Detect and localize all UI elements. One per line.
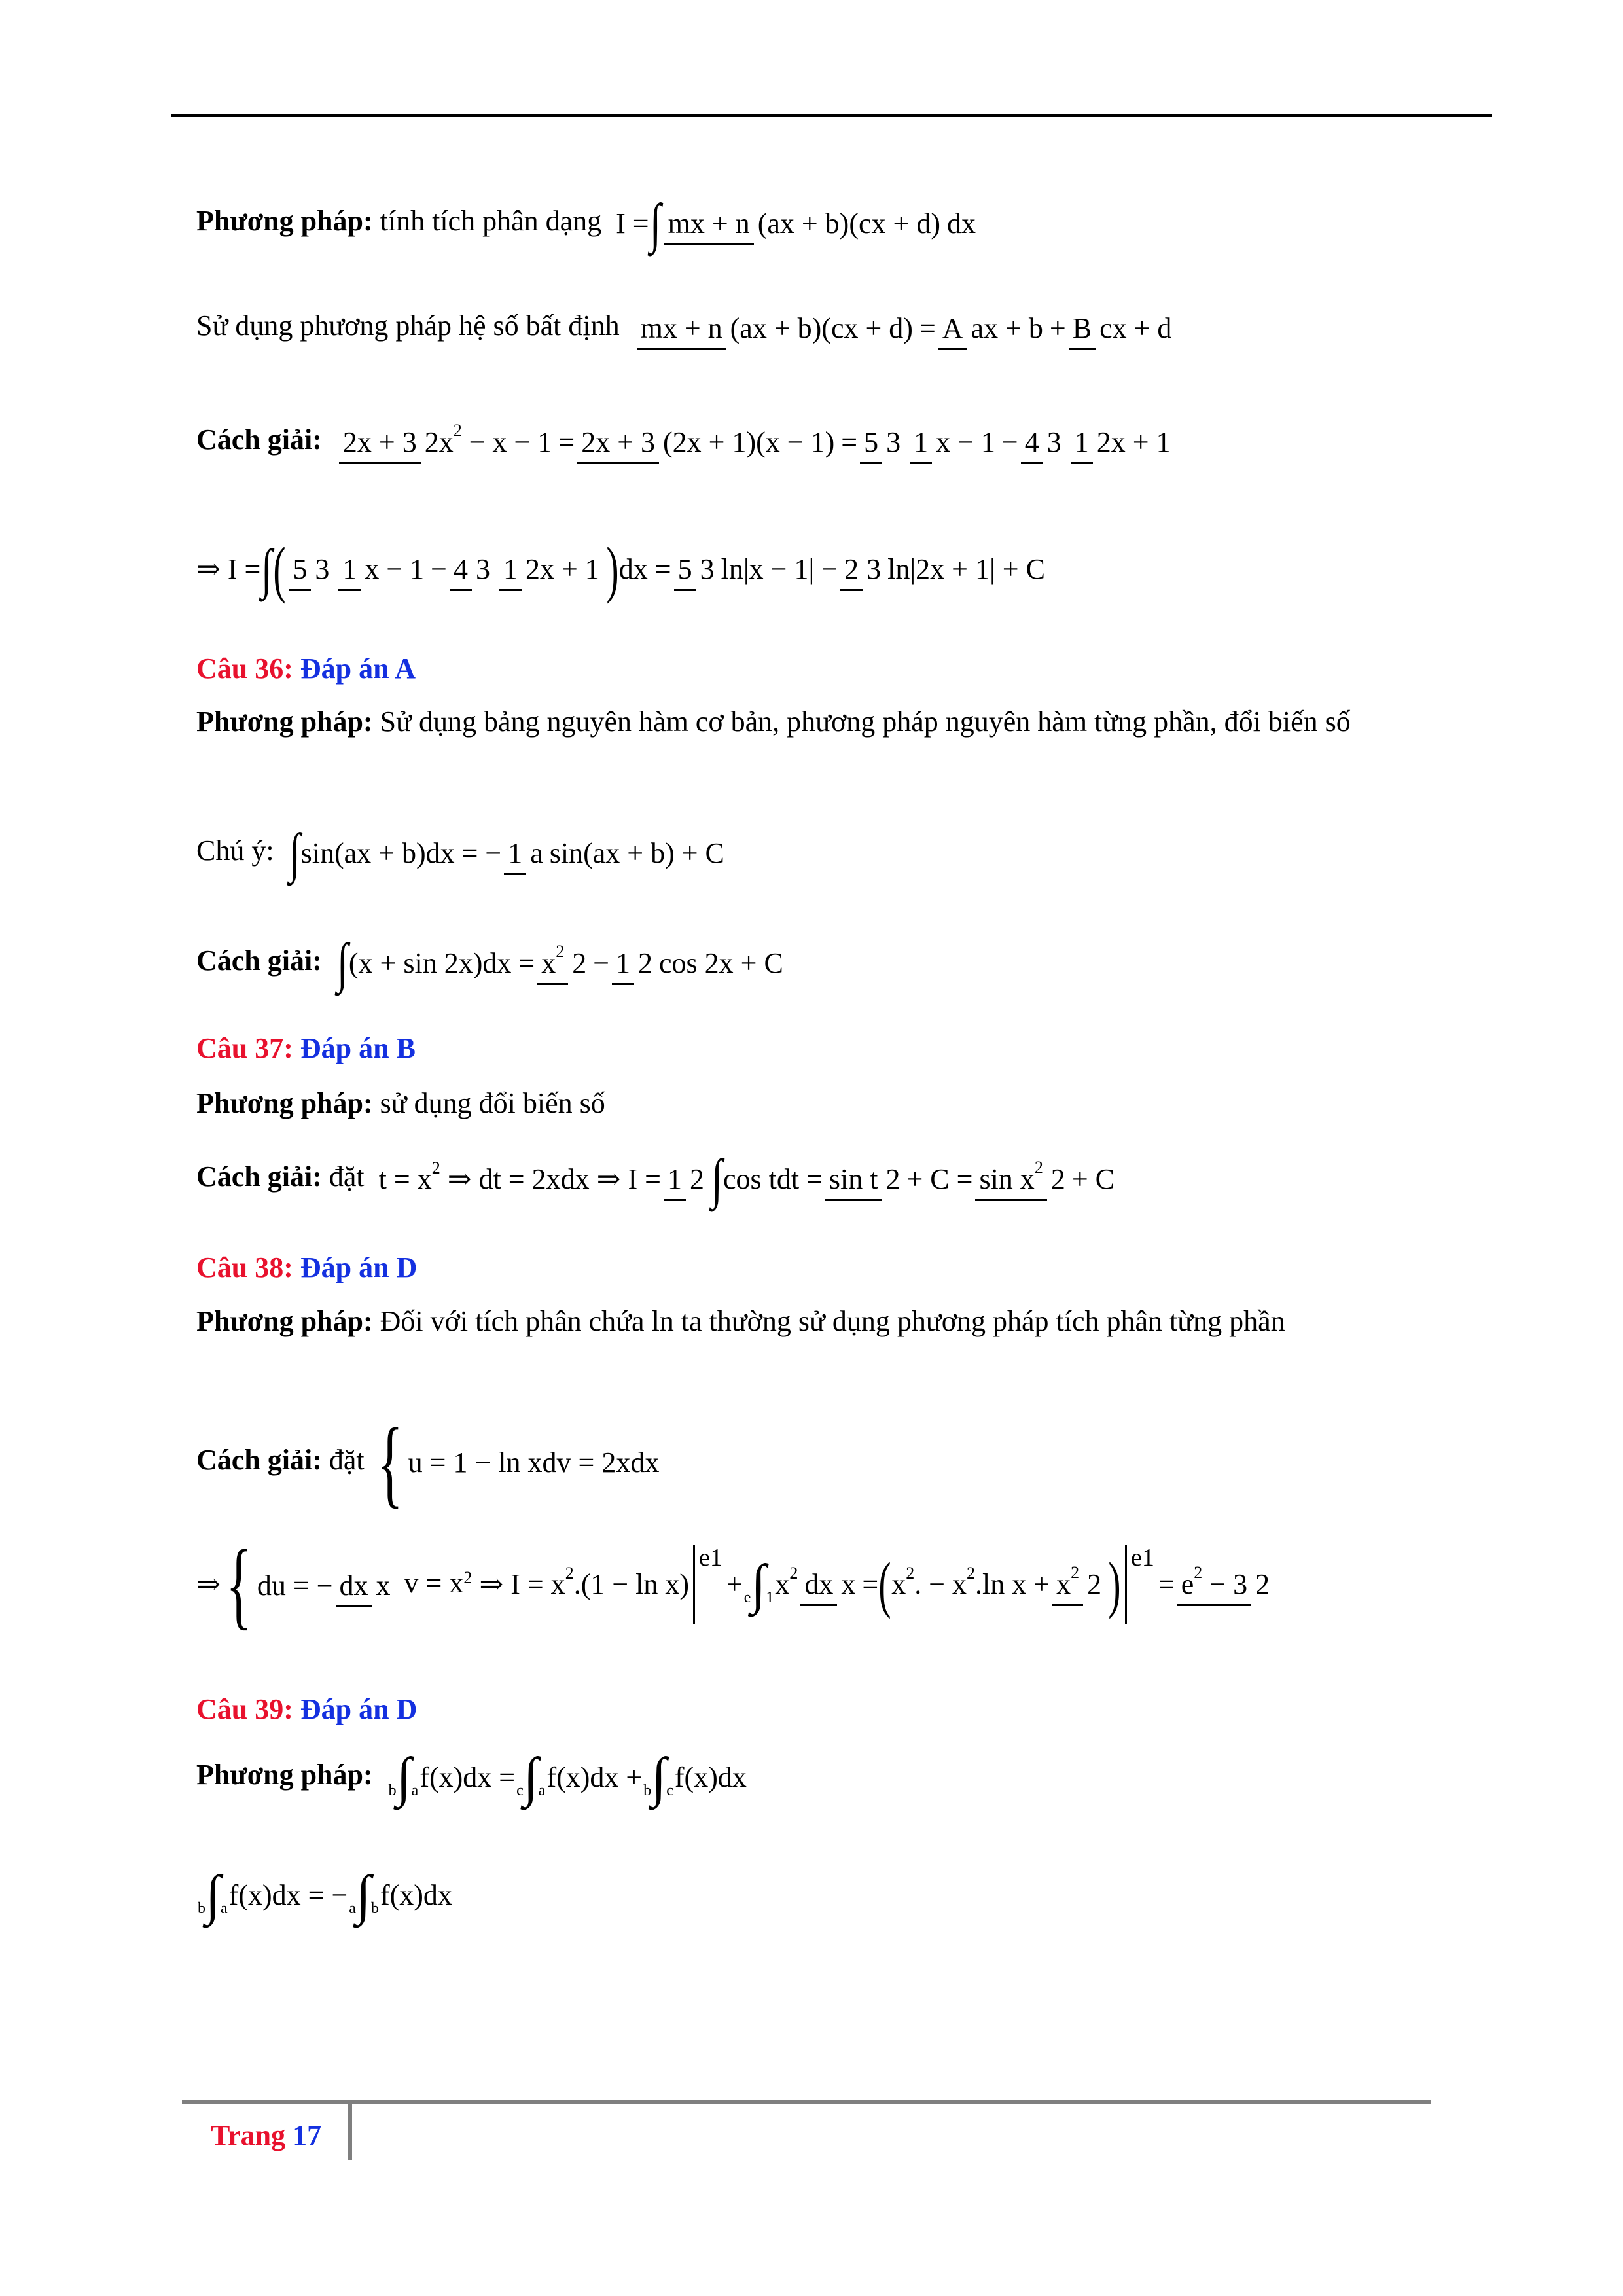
- q36-solution-formula: ∫ (x + sin 2x)dx = $x^2$ 2 − 1 2 cos 2x + C: [336, 933, 783, 994]
- q38-solution-label: Cách giải:: [196, 1444, 322, 1477]
- q36-method-paragraph: [196, 694, 1427, 750]
- q36-method-text: Sử dụng bảng nguyên hàm cơ bản, phương pháp nguyên hàm từng phần, đổi biến số: [380, 706, 1351, 738]
- q36-header: [196, 655, 416, 683]
- q35-method-label: Phương pháp:: [196, 205, 373, 238]
- q38-header-answer: Đáp án D: [300, 1251, 418, 1283]
- q38-method-text: Đối với tích phân chứa ln ta thường sử dụng phương pháp tích phân từng phần: [380, 1305, 1285, 1337]
- q35-result-line: [196, 534, 1045, 604]
- q35-solution-line: [196, 420, 1177, 458]
- q36-note-formula: ∫ sin(ax + b)dx = − 1 a sin(ax + b) + C: [289, 823, 724, 884]
- q35-decomposition: 2x + 3 $2x^2 - x - 1$ = 2x + 3 (2x + 1)(x − 1) = 5 3 1 x − 1 − 4 3 1 2x + 1: [329, 427, 1177, 458]
- q39-header-answer: Đáp án D: [300, 1693, 418, 1725]
- q39-header-prefix: Câu 39:: [196, 1693, 293, 1725]
- q38-method-paragraph: [196, 1293, 1427, 1350]
- q35-result: ⇒ I = ∫ ( 5 3 1 x − 1 − 4 3 1 2x + 1 ) dx = 5 3 ln|x − 1| − 2 3 ln|2x + 1| + C: [196, 534, 1045, 604]
- q38-method-label: Phương pháp:: [196, 1305, 373, 1337]
- page-number: 17: [293, 2119, 322, 2151]
- q37-solution-line: [196, 1149, 1115, 1210]
- q38-header: [196, 1253, 417, 1282]
- q36-solution-line: [196, 933, 783, 994]
- q35-hint-line: [196, 312, 1178, 344]
- q39-reverse-limits-line: [196, 1865, 452, 1926]
- q36-header-prefix: Câu 36:: [196, 653, 293, 685]
- q38-solution-text: đặt: [329, 1444, 365, 1477]
- page-footer: [211, 2119, 321, 2152]
- q35-hint-text: Sử dụng phương pháp hệ số bất định: [196, 310, 620, 342]
- q37-solution-text: đặt: [329, 1160, 365, 1193]
- q37-header-prefix: Câu 37:: [196, 1032, 293, 1064]
- q36-note-line: [196, 823, 724, 884]
- q39-method-line: [196, 1747, 747, 1808]
- q37-method-line: [196, 1089, 605, 1118]
- q38-substitution-system: { u = 1 − ln xdv = 2xdx: [376, 1408, 660, 1517]
- footer-divider: [348, 2101, 352, 2160]
- q35-method-line: [196, 193, 976, 254]
- q37-method-label: Phương pháp:: [196, 1087, 373, 1119]
- q36-header-answer: Đáp án A: [300, 653, 416, 685]
- q38-result: ⇒ { du = − dx x $v = x^2$ ⇒ $I = x^2.(1 - \ln x)$ e1 + e∫1 $x^2$ dx x = ( $x^2$. − $x^2.\ln$ x + $x^2$ 2 ) e1 = $e^2 - 3$ 2: [196, 1530, 1270, 1639]
- q35-partial-fraction-formula: mx + n (ax + b)(cx + d) = A ax + b + B cx + d: [627, 313, 1179, 344]
- q36-solution-label: Cách giải:: [196, 944, 322, 977]
- q39-method-label: Phương pháp:: [196, 1758, 373, 1791]
- q37-solution-formula: $t = x^2$ ⇒ dt = 2xdx ⇒ I = 1 2 ∫ cos tdt = sin t 2 + C = $\sin x^2$ 2 + C: [371, 1149, 1115, 1210]
- q36-note-label: Chú ý:: [196, 834, 274, 867]
- header-rule: [171, 114, 1492, 117]
- q39-additivity-formula: b∫a f(x)dx = c∫a f(x)dx + b∫c f(x)dx: [388, 1747, 747, 1808]
- q35-solution-label: Cách giải:: [196, 423, 322, 456]
- q38-solution-line: [196, 1408, 660, 1517]
- q37-header-answer: Đáp án B: [300, 1032, 416, 1064]
- q39-header: [196, 1695, 417, 1724]
- q37-method-text: sử dụng đổi biến số: [380, 1087, 605, 1119]
- q35-integral-form: I = ∫ mx + n (ax + b)(cx + d) dx: [609, 193, 976, 254]
- q39-reverse-limits-formula: b∫a f(x)dx = − a∫b f(x)dx: [198, 1865, 452, 1926]
- q36-method-label: Phương pháp:: [196, 706, 373, 738]
- q38-result-line: [196, 1530, 1276, 1639]
- q37-header: [196, 1034, 416, 1063]
- footer-rule: [182, 2100, 1431, 2104]
- footer-label: Trang: [211, 2119, 286, 2151]
- q35-method-text: tính tích phân dạng: [380, 205, 602, 238]
- q37-solution-label: Cách giải:: [196, 1160, 322, 1193]
- q38-header-prefix: Câu 38:: [196, 1251, 293, 1283]
